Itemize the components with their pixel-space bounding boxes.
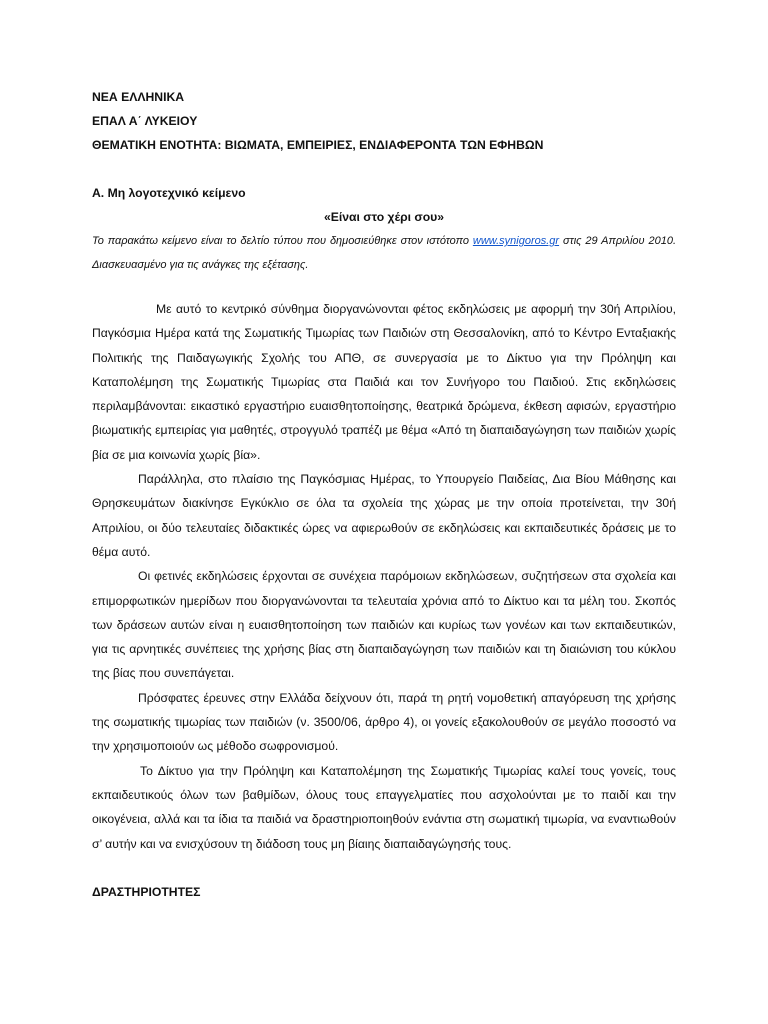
document-title: «Είναι στο χέρι σου» [323, 210, 445, 224]
school-grade-heading: ΕΠΑΛ Α΄ ΛΥΚΕΙΟΥ [92, 114, 198, 128]
paragraph-1: Με αυτό το κεντρικό σύνθημα διοργανώνονται φέτος εκδηλώσεις με αφορμή την 30ή Απριλίου, Παγκόσμια Ημέρα κατά της Σωματικής Τιμωρίας των Παιδιών στη Θεσσαλονίκη, από το Κέντρο Ενταξιακής Πολιτικής της Παιδαγωγικής Σχολής του ΑΠΘ, σε συνεργασία με το Δίκτυο για την Πρόληψη και Καταπολέμηση της Σωματικής Τιμωρίας στα Παιδιά και τον Συνήγορο του Παιδιού. Στις εκδηλώσεις περιλαμβάνονται: εικαστικό εργαστήριο ευαισθητοποίησης, θεατρικά δρώμενα, έκθεση αφισών, εργαστήριο βιωματικής εμπειρίας για μαθητές, στρογγυλό τραπέζι με θέμα «Από τη διαπαιδαγώγηση των παιδιών χωρίς βία σε μια κοινωνία χωρίς βία». [92, 302, 676, 462]
article-body [92, 297, 676, 856]
paragraph-4: Πρόσφατες έρευνες στην Ελλάδα δείχνουν ότι, παρά τη ρητή νομοθετική απαγόρευση της χρήσης της σωματικής τιμωρίας των παιδιών (ν. 3500/06, άρθρο 4), οι γονείς εξακολουθούν σε μεγάλο ποσοστό να την χρησιμοποιούν ως μέθοδο σωφρονισμού. [92, 690, 676, 754]
paragraph-3: Οι φετινές εκδηλώσεις έρχονται σε συνέχεια παρόμοιων εκδηλώσεων, συζητήσεων στα σχολεία και επιμορφωτικών ημερίδων που διοργανώνονται τα τελευταία χρόνια από το Δίκτυο και τα μέλη του. Σκοπός των δράσεων αυτών είναι η ευαισθητοποίηση των παιδιών και κυρίως των γονέων και των εκπαιδευτικών, για τις αρνητικές συνέπειες της χρήσης βίας στη διαπαιδαγώγηση των παιδιών και τη διαιώνιση του κύκλου της βίας που συνεπάγεται. [92, 569, 676, 681]
intro-note [92, 229, 676, 277]
subject-heading: ΝΕΑ ΕΛΛΗΝΙΚΑ [92, 90, 185, 104]
thematic-unit-heading: ΘΕΜΑΤΙΚΗ ΕΝΟΤΗΤΑ: ΒΙΩΜΑΤΑ, ΕΜΠΕΙΡΙΕΣ, ΕΝΔΙΑΦΕΡΟΝΤΑ ΤΩΝ ΕΦΗΒΩΝ [92, 138, 544, 152]
source-link[interactable]: www.synigoros.gr [472, 235, 560, 247]
section-title: Α. Μη λογοτεχνικό κείμενο [92, 186, 246, 200]
activities-heading: ΔΡΑΣΤΗΡΙΟΤΗΤΕΣ [92, 884, 201, 899]
intro-text-after-link: στις 29 Απριλίου 2010. Διασκευασμένο για τις ανάγκες της εξέτασης. [92, 235, 676, 271]
paragraph-5: Το Δίκτυο για την Πρόληψη και Καταπολέμηση της Σωματικής Τιμωρίας καλεί τους γονείς, τους εκπαιδευτικούς όλων των βαθμίδων, όλους τους επαγγελματίες που ασχολούνται με το παιδί και την οικογένεια, αλλά και τα ίδια τα παιδιά να δραστηριοποιηθούν ενάντια στη σωματική τιμωρία, να εναντιωθούν σ’ αυτήν και να ενισχύσουν τη διάδοση τους μη βίαιης διαπαιδαγώγησής τους. [92, 763, 676, 851]
intro-text-before-link: Το παρακάτω κείμενο είναι το δελτίο τύπου που δημοσιεύθηκε στον ιστότοπο [92, 235, 473, 247]
paragraph-2: Παράλληλα, στο πλαίσιο της Παγκόσμιας Ημέρας, το Υπουργείο Παιδείας, Δια Βίου Μάθησης και Θρησκευμάτων διακίνησε Εγκύκλιο σε όλα τα σχολεία της χώρας με την οποία προτείνεται, την 30ή Απριλίου, οι δύο τελευταίες διδακτικές ώρες να αφιερωθούν σε εκδηλώσεις και εκπαιδευτικές δράσεις με το θέμα αυτό. [92, 472, 676, 559]
document-content [92, 85, 676, 904]
